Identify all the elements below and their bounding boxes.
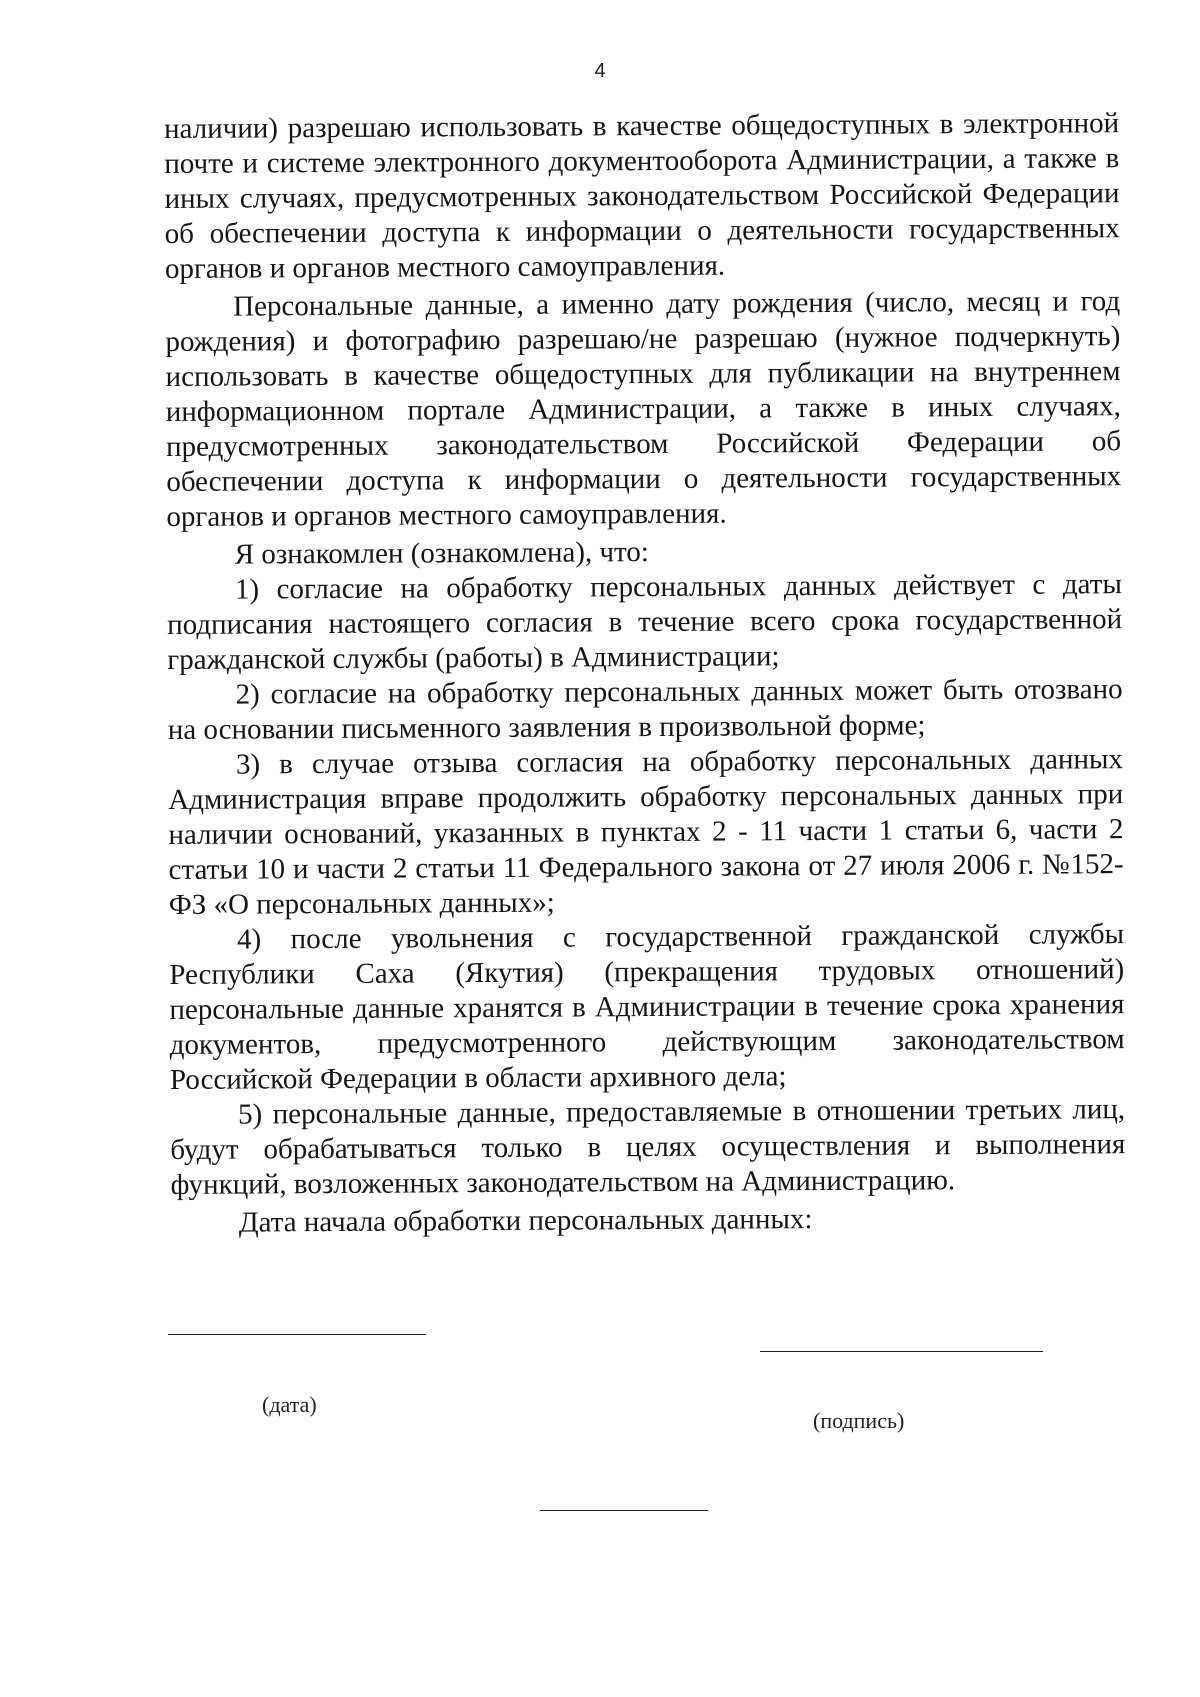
date-line xyxy=(168,1334,426,1335)
list-item-2: 2) согласие на обработку персональных данных может быть отозвано на основании письменного заявления в произвольной форме; xyxy=(167,673,1123,746)
page-number: 4 xyxy=(594,60,606,82)
signature-caption: (подпись) xyxy=(813,1408,905,1433)
processing-start-date-label: Дата начала обработки персональных данных: xyxy=(238,1203,813,1239)
list-item-4: 4) после увольнения с государственной гражданской службы Республики Саха (Якутия) (прекращения трудовых отношений) персональные данные хранятся в Администрации в течение срока хранения документов, предусмотренного действующим законодательством Российской Федерации в области архивного дела; xyxy=(169,918,1125,1096)
date-caption: (дата) xyxy=(262,1392,317,1417)
list-item-1: 1) согласие на обработку персональных данных действует с даты подписания настоящего согласия в течение всего срока государственной гражданской службы (работы) в Администрации; xyxy=(167,568,1123,676)
list-item-3: 3) в случае отзыва согласия на обработку персональных данных Администрация вправе продолжить обработку персональных данных при наличии оснований, указанных в пунктах 2 - 11 части 1 статьи 6, части 2 статьи 10 и части 2 статьи 11 Федерального закона от 27 июля 2006 г. №152-ФЗ «О персональных данных»; xyxy=(168,743,1124,921)
end-divider-line xyxy=(540,1510,708,1511)
paragraph-continuation: наличии) разрешаю использовать в качестве общедоступных в электронной почте и системе электронного документооборота Администрации, а также в иных случаях, предусмотренных законодательством Российской Федерации об обеспечении доступа к информации о деятельности государственных органов и органов местного самоуправления. xyxy=(164,107,1120,285)
paragraph-birthdate-photo: Персональные данные, а именно дату рождения (число, месяц и год рождения) и фотографию разрешаю/не разрешаю (нужное подчеркнуть) использовать в качестве общедоступных для публикации на внутреннем информационном портале Администрации, а также в иных случаях, предусмотренных законодательством Российской Федерации об обеспечении доступа к информации о деятельности государственных органов и органов местного самоуправления. xyxy=(165,285,1122,533)
signature-line xyxy=(760,1351,1043,1352)
list-item-5: 5) персональные данные, предоставляемые в отношении третьих лиц, будут обрабатываться только в целях осуществления и выполнения функций, возложенных законодательством на Администрацию. xyxy=(170,1093,1126,1201)
paragraph-acknowledgement-intro: Я ознакомлен (ознакомлена), что: xyxy=(234,536,650,571)
